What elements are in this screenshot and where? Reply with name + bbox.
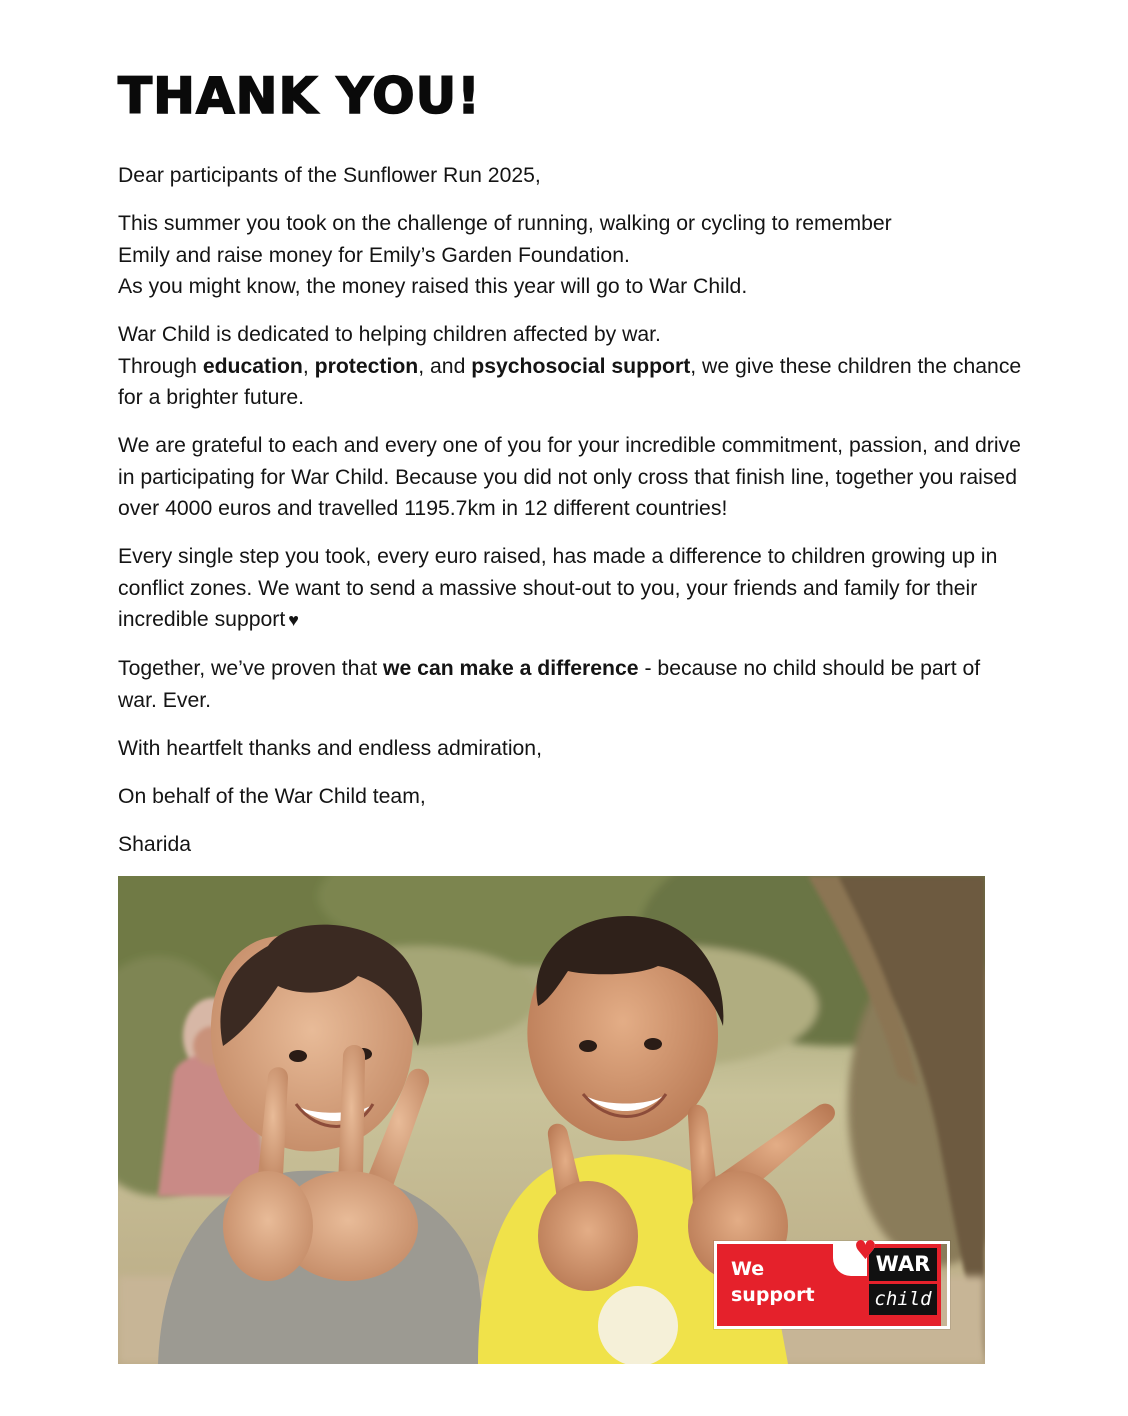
letter-body: [118, 160, 1023, 877]
paragraph-challenge: [118, 208, 1023, 303]
logo-child-text: child: [869, 1284, 937, 1315]
text-through: Through: [118, 354, 203, 378]
behalf-line: On behalf of the War Child team,: [118, 784, 426, 808]
paragraph-challenge-line3: As you might know, the money raised this year will go to War Child.: [118, 275, 748, 298]
text-protection: protection: [314, 354, 419, 378]
text-education: education: [202, 354, 303, 378]
text-together-after: - because no child should be part of war. Ever.: [118, 657, 981, 712]
text-make-difference: we can make a difference: [383, 657, 639, 680]
children-photo: [118, 876, 985, 1364]
text-brighter-future: , we give these children the chance for a brighter future.: [118, 354, 1022, 409]
paragraph-difference: [118, 541, 1023, 637]
paragraph-war-child-line1: War Child is dedicated to helping children affected by war.: [118, 323, 661, 346]
paragraph-war-child: [118, 319, 1023, 414]
paragraph-difference-text: Every single step you took, every euro raised, has made a difference to children growing up in conflict zones. We want to send a massive shout-out to you, your friends and family for their incredible support: [118, 545, 998, 631]
text-comma: ,: [302, 354, 315, 378]
heart-icon: ♥: [288, 610, 299, 630]
paragraph-together: [118, 653, 1023, 716]
logo-war-text: WAR: [869, 1248, 937, 1281]
paragraph-challenge-line1: This summer you took on the challenge of running, walking or cycling to remember: [118, 212, 892, 235]
badge-support-text: support: [731, 1284, 815, 1306]
greeting: Dear participants of the Sunflower Run 2025,: [118, 164, 541, 187]
text-together-before: Together, we’ve proven that: [118, 657, 384, 680]
text-psychosocial: psychosocial support: [471, 354, 691, 378]
paragraph-grateful: We are grateful to each and every one of you for your incredible commitment, passion, and drive in participating for War Child. Because you did not only cross that finish line, together you raised over 4000 euros and travelled 1195.7km in 12 different countries!: [118, 434, 1021, 520]
closing-line: With heartfelt thanks and endless admiration,: [118, 736, 542, 760]
we-support-war-child-badge: [714, 1236, 950, 1329]
page-title: THANK YOU!: [118, 67, 481, 125]
heart-icon: ♥: [853, 1236, 877, 1266]
badge-we-text: We: [731, 1258, 765, 1280]
badge-we-support: [717, 1236, 877, 1326]
text-and: , and: [418, 354, 472, 378]
signature: Sharida: [118, 832, 192, 856]
paragraph-challenge-line2: Emily and raise money for Emily’s Garden Foundation.: [118, 243, 630, 267]
